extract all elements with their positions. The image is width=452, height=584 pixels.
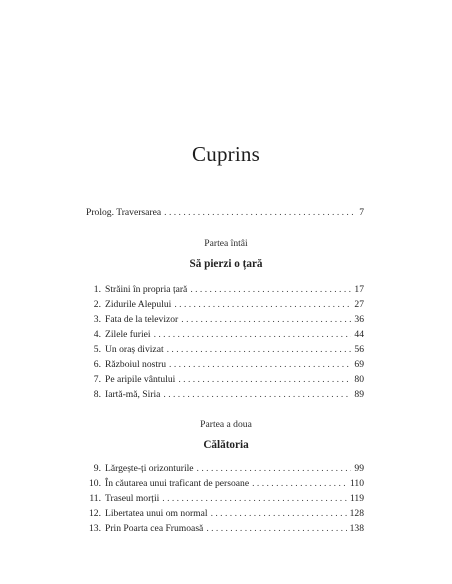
dot-leader xyxy=(252,477,347,491)
dot-leader xyxy=(181,313,351,327)
part-1-title: Să pierzi o țară xyxy=(189,258,263,270)
toc-entry-page: 80 xyxy=(354,374,364,385)
toc-entry-page: 17 xyxy=(354,284,364,295)
toc-entry-title: În căutarea unui traficant de persoane xyxy=(105,478,250,489)
dot-leader xyxy=(154,328,352,342)
toc-entry xyxy=(86,313,364,327)
toc-entry-title: Străini în propria țară xyxy=(105,284,188,295)
toc-entry xyxy=(86,373,364,387)
toc-entry-title: Pe aripile vântului xyxy=(105,374,176,385)
dot-leader xyxy=(206,522,346,536)
toc-entry-title: Fata de la televizor xyxy=(105,314,179,325)
toc-entry-title: Zidurile Alepului xyxy=(105,299,172,310)
part-2-label: Partea a doua xyxy=(200,419,252,430)
toc-entry-page: 110 xyxy=(349,478,364,489)
toc-entry xyxy=(86,328,364,342)
dot-leader xyxy=(162,492,347,506)
toc-entry-page: 44 xyxy=(354,329,364,340)
toc-entry-title: Prolog. Traversarea xyxy=(86,207,162,218)
dot-leader xyxy=(211,507,347,521)
toc-entry-number: 12. xyxy=(89,508,101,519)
toc-entry-title: Traseul morții xyxy=(105,493,160,504)
part-2-title: Călătoria xyxy=(203,439,249,451)
dot-leader xyxy=(190,283,351,297)
toc-entry-page: 99 xyxy=(354,463,364,474)
dot-leader xyxy=(164,206,356,220)
dot-leader xyxy=(163,388,351,402)
toc-entry-number: 6. xyxy=(93,359,101,370)
toc-entry-title: Iartă-mă, Siria xyxy=(105,389,161,400)
part-1-label: Partea întâi xyxy=(204,238,248,249)
toc-entry-page: 89 xyxy=(354,389,364,400)
page-title: Cuprins xyxy=(192,142,260,166)
toc-entry-page: 56 xyxy=(354,344,364,355)
toc-entry-number: 1. xyxy=(93,284,101,295)
toc-entry xyxy=(86,462,364,476)
dot-leader xyxy=(197,462,352,476)
toc-entry-number: 3. xyxy=(93,314,101,325)
toc-entry xyxy=(86,283,364,297)
toc-entry-title: Lărgește-ți orizonturile xyxy=(105,463,194,474)
dot-leader xyxy=(169,358,351,372)
toc-entry xyxy=(86,358,364,372)
toc-entry-page: 128 xyxy=(349,508,364,519)
toc-entry-number: 13. xyxy=(89,523,101,534)
toc-entry-page: 7 xyxy=(359,207,364,218)
toc-entry-prolog xyxy=(86,206,364,220)
toc-entry-title: Un oraș divizat xyxy=(105,344,164,355)
toc-entry-number: 2. xyxy=(93,299,101,310)
toc-entry-number: 11. xyxy=(89,493,101,504)
toc-entry xyxy=(86,298,364,312)
toc-entry-page: 119 xyxy=(349,493,364,504)
toc-entry-page: 69 xyxy=(354,359,364,370)
toc-entry-number: 5. xyxy=(93,344,101,355)
toc-entry-title: Zilele furiei xyxy=(105,329,151,340)
dot-leader xyxy=(174,298,351,312)
toc-entry xyxy=(86,343,364,357)
toc-entry-page: 138 xyxy=(349,523,364,534)
toc-entry-title: Prin Poarta cea Frumoasă xyxy=(105,523,204,534)
toc-entry xyxy=(86,492,364,506)
dot-leader xyxy=(178,373,351,387)
toc-entry-title: Războiul nostru xyxy=(105,359,167,370)
toc-entry-title: Libertatea unui om normal xyxy=(105,508,208,519)
toc-entry-number: 4. xyxy=(93,329,101,340)
toc-entry xyxy=(86,522,364,536)
toc-entry xyxy=(86,507,364,521)
toc-entry xyxy=(86,388,364,402)
toc-entry-page: 27 xyxy=(354,299,364,310)
dot-leader xyxy=(167,343,352,357)
toc-entry-page: 36 xyxy=(354,314,364,325)
toc-entry xyxy=(86,477,364,491)
toc-entry-number: 8. xyxy=(93,389,101,400)
toc-entry-number: 7. xyxy=(93,374,101,385)
toc-entry-number: 10. xyxy=(89,478,101,489)
toc-entry-number: 9. xyxy=(93,463,101,474)
